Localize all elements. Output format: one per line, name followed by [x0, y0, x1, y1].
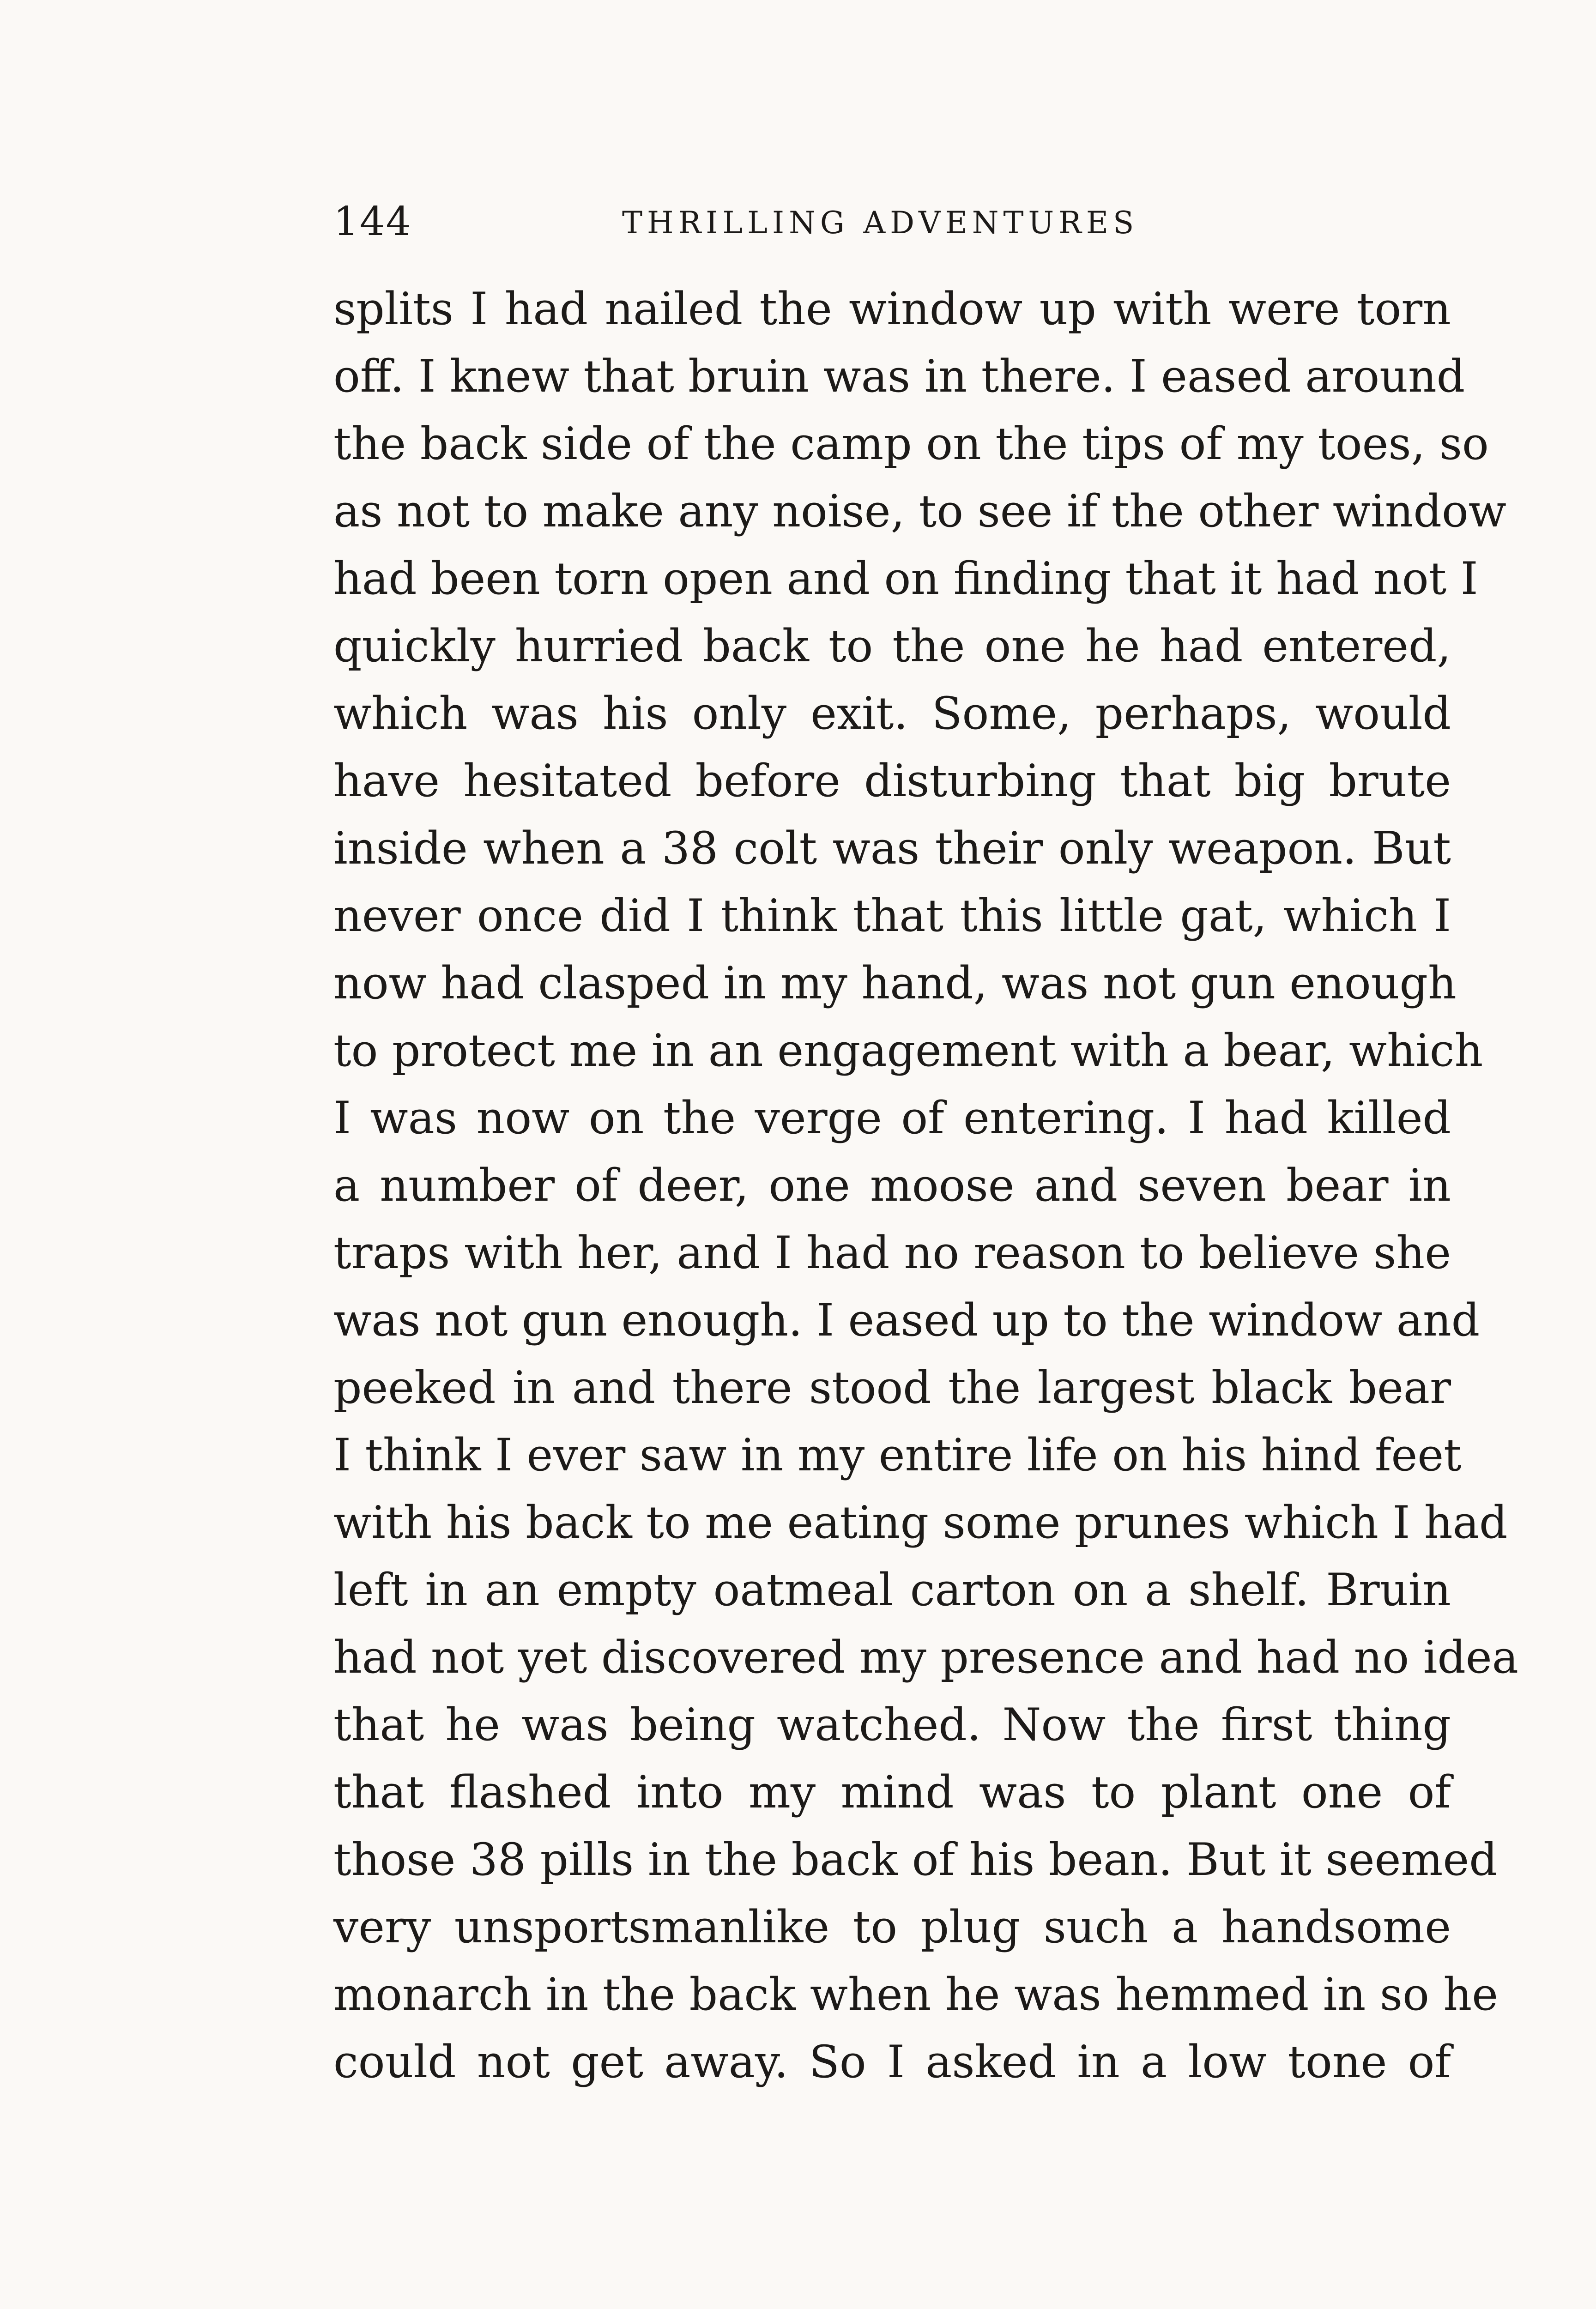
text-line: that he was being watched. Now the first thing [333, 1699, 1451, 1751]
text-line: inside when a 38 colt was their only weapon. But [333, 822, 1451, 874]
text-line: quickly hurried back to the one he had entered, [333, 620, 1451, 672]
text-line: peeked in and there stood the largest black bear [333, 1362, 1451, 1414]
text-line: I think I ever saw in my entire life on his hind feet [333, 1429, 1462, 1481]
text-line: the back side of the camp on the tips of my toes, so [333, 418, 1489, 470]
page-number: 144 [333, 199, 412, 245]
text-line: left in an empty oatmeal carton on a shelf. Bruin [333, 1564, 1451, 1616]
text-line: as not to make any noise, to see if the other window [333, 485, 1506, 537]
text-line: with his back to me eating some prunes which I had [333, 1497, 1508, 1548]
text-line: traps with her, and I had no reason to believe she [333, 1227, 1451, 1279]
text-line: monarch in the back when he was hemmed in so he [333, 1969, 1499, 2020]
text-line: have hesitated before disturbing that big brute [333, 755, 1451, 807]
text-line: had not yet discovered my presence and had no idea [333, 1632, 1518, 1683]
text-line: now had clasped in my hand, was not gun enough [333, 957, 1457, 1009]
text-line: splits I had nailed the window up with were torn [333, 283, 1451, 335]
text-line: that flashed into my mind was to plant one of [333, 1766, 1451, 1818]
text-line: never once did I think that this little gat, which I [333, 890, 1451, 942]
text-line: those 38 pills in the back of his bean. But it seemed [333, 1834, 1498, 1886]
running-title: THRILLING ADVENTURES [622, 205, 1139, 241]
text-line: I was now on the verge of entering. I had killed [333, 1092, 1451, 1144]
body-text [333, 275, 1518, 2096]
running-head [333, 196, 1451, 247]
text-line: was not gun enough. I eased up to the window and [333, 1294, 1480, 1346]
text-line: had been torn open and on finding that it had not I [333, 553, 1478, 604]
text-line: very unsportsmanlike to plug such a handsome [333, 1901, 1451, 1953]
text-line: a number of deer, one moose and seven bear in [333, 1160, 1451, 1211]
text-line: which was his only exit. Some, perhaps, would [333, 688, 1451, 739]
text-line: off. I knew that bruin was in there. I eased around [333, 351, 1465, 402]
text-line: to protect me in an engagement with a bear, which [333, 1025, 1483, 1076]
text-line: could not get away. So I asked in a low tone of [333, 2036, 1451, 2088]
